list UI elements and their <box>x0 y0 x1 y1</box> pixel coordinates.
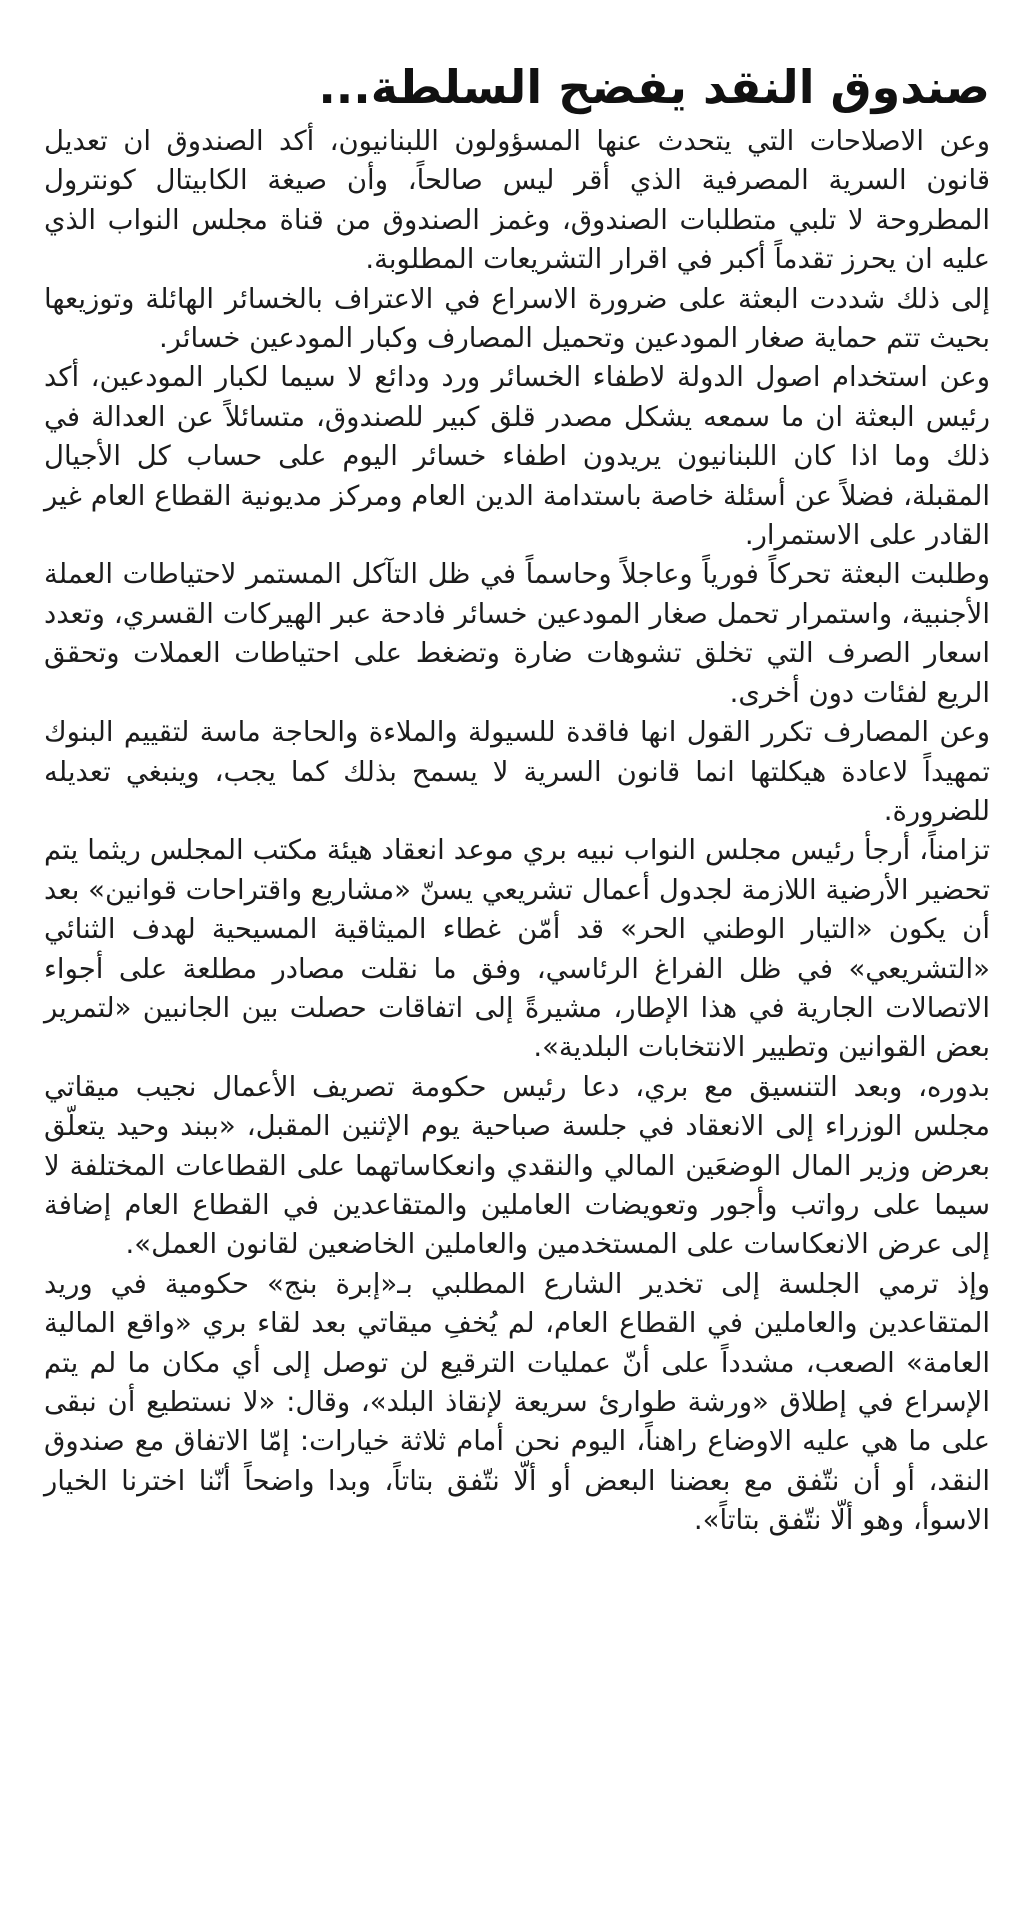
article-paragraph: وعن الاصلاحات التي يتحدث عنها المسؤولون اللبنانيون، أكد الصندوق ان تعديل قانون السرية المصرفية الذي أقر ليس صالحاً، وأن صيغة الكابيتال كونترول المطروحة لا تلبي متطلبات الصندوق، وغمز الصندوق من قناة مجلس النواب الذي عليه ان يحرز تقدماً أكبر في اقرار التشريعات المطلوبة. <box>44 125 990 276</box>
article-body <box>44 122 990 1541</box>
article-paragraph: وعن المصارف تكرر القول انها فاقدة للسيولة والملاءة والحاجة ماسة لتقييم البنوك تمهيداً لاعادة هيكلتها انما قانون السرية لا يسمح بذلك كما يجب، وينبغي تعديله للضرورة. <box>44 716 990 827</box>
article-paragraph: وإذ ترمي الجلسة إلى تخدير الشارع المطلبي بـ«إبرة بنج» حكومية في وريد المتقاعدين والعاملين في القطاع العام، لم يُخفِ ميقاتي بعد لقاء بري «واقع المالية العامة» الصعب، مشدداً على أنّ عمليات الترقيع لن توصل إلى أي مكان ما لم يتم الإسراع في إطلاق «ورشة طوارئ سريعة لإنقاذ البلد»، وقال: «لا نستطيع أن نبقى على ما هي عليه الاوضاع راهناً، اليوم نحن أمام ثلاثة خيارات: إمّا الاتفاق مع صندوق النقد، أو أن نتّفق مع بعضنا البعض أو ألّا نتّفق بتاتاً، وبدا واضحاً أنّنا اخترنا الخيار الاسوأ، وهو ألّا نتّفق بتاتاً». <box>44 1267 990 1537</box>
article-paragraph: بدوره، وبعد التنسيق مع بري، دعا رئيس حكومة تصريف الأعمال نجيب ميقاتي مجلس الوزراء إلى الانعقاد في جلسة صباحية يوم الإثنين المقبل، «ببند وحيد يتعلّق بعرض وزير المال الوضعَين المالي والنقدي وانعكاساتهما على القطاعات المختلفة لا سيما على رواتب وأجور وتعويضات العاملين والمتقاعدين في القطاع العام إضافة إلى عرض الانعكاسات على المستخدمين والعاملين الخاضعين لقانون العمل». <box>44 1070 990 1261</box>
article-paragraph: إلى ذلك شددت البعثة على ضرورة الاسراع في الاعتراف بالخسائر الهائلة وتوزيعها بحيث تتم حماية صغار المودعين وتحميل المصارف وكبار المودعين خسائر. <box>44 282 990 355</box>
article-paragraph: وعن استخدام اصول الدولة لاطفاء الخسائر ورد ودائع لا سيما لكبار المودعين، أكد رئيس البعثة ان ما سمعه يشكل مصدر قلق كبير للصندوق، متسائلاً عن العدالة في ذلك وما اذا كان اللبنانيون يريدون اطفاء خسائر اليوم على حساب كل الأجيال المقبلة، فضلاً عن أسئلة خاصة باستدامة الدين العام ومركز مديونية القطاع العام غير القادر على الاستمرار. <box>44 361 990 552</box>
article-headline: صندوق النقد يفضح السلطة... <box>318 60 990 114</box>
article-paragraph: تزامناً، أرجأ رئيس مجلس النواب نبيه بري موعد انعقاد هيئة مكتب المجلس ريثما يتم تحضير الأرضية اللازمة لجدول أعمال تشريعي يسنّ «مشاريع واقتراحات قوانين» بعد أن يكون «التيار الوطني الحر» قد أمّن غطاء الميثاقية المسيحية لهدف الثنائي «التشريعي» في ظل الفراغ الرئاسي، وفق ما نقلت مصادر مطلعة على أجواء الاتصالات الجارية في هذا الإطار، مشيرةً إلى اتفاقات حصلت بين الجانبين «لتمرير بعض القوانين وتطيير الانتخابات البلدية». <box>44 834 990 1064</box>
article-paragraph: وطلبت البعثة تحركاً فورياً وعاجلاً وحاسماً في ظل التآكل المستمر لاحتياطات العملة الأجنبية، واستمرار تحمل صغار المودعين خسائر فادحة عبر الهيركات القسري، وتعدد اسعار الصرف التي تخلق تشوهات ضارة وتضغط على احتياطات العملات وتحقق الريع لفئات دون أخرى. <box>44 558 990 709</box>
